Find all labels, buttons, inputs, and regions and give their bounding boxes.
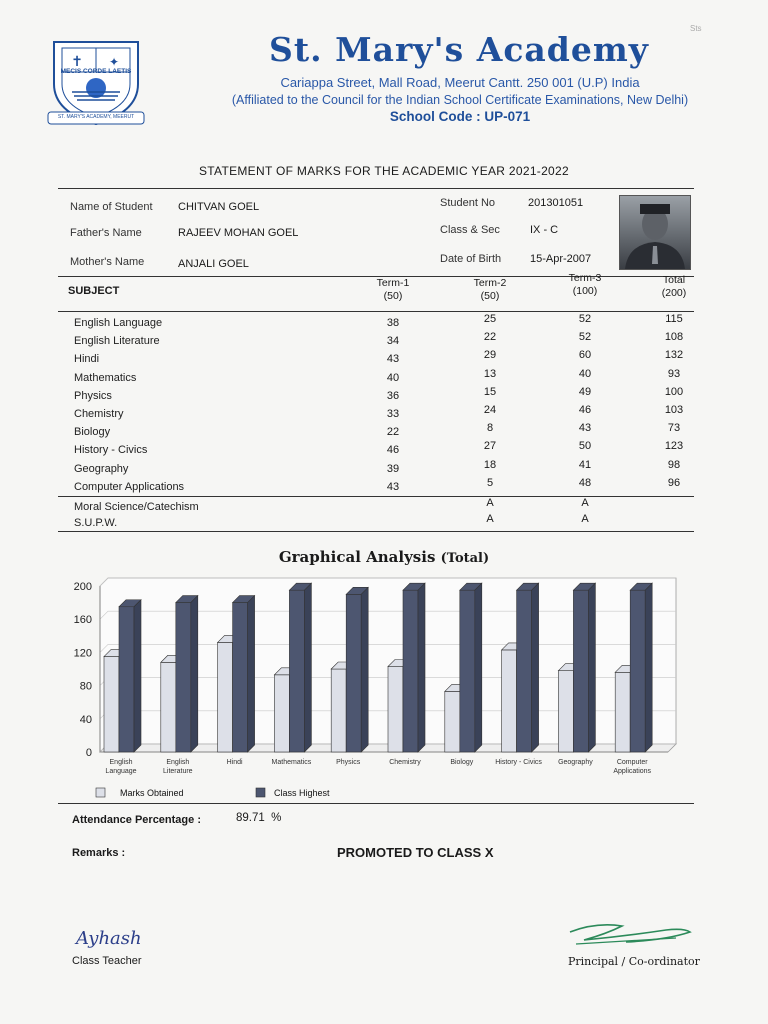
principal-signature xyxy=(566,918,696,950)
bar-class-highest-side xyxy=(588,583,595,752)
class-teacher-signature: Ayhash xyxy=(76,928,142,949)
logo-caption: ST. MARY'S ACADEMY, MEERUT xyxy=(57,114,135,120)
mark-total: 100 xyxy=(664,385,684,398)
bar-chart xyxy=(52,572,694,808)
grade-t3: A xyxy=(581,497,589,509)
principal-label: Principal / Co-ordinator xyxy=(568,955,700,968)
y-tick-label: 40 xyxy=(79,713,92,726)
legend-swatch-class-highest xyxy=(256,788,265,797)
total-header xyxy=(644,274,704,300)
mark-t3: 49 xyxy=(578,385,592,398)
term2-label: Term-2 xyxy=(473,277,507,289)
subject-name: Hindi xyxy=(74,353,100,366)
mark-t2: 29 xyxy=(483,349,497,362)
bar-marks-obtained xyxy=(615,672,630,752)
bar-marks-obtained xyxy=(502,650,517,752)
bar-class-highest xyxy=(573,590,588,752)
class-teacher-label: Class Teacher xyxy=(72,955,142,967)
bar-class-highest-side xyxy=(361,587,368,752)
term1-max: (50) xyxy=(383,290,403,302)
mark-t1: 43 xyxy=(386,353,400,366)
mark-total: 115 xyxy=(665,313,683,325)
x-tick-label: Physics xyxy=(336,759,361,766)
x-tick-label: Chemistry xyxy=(389,759,421,766)
corner-mark: Sts xyxy=(690,24,702,33)
mark-total: 132 xyxy=(664,349,684,362)
graph-title-text: Graphical Analysis xyxy=(278,548,436,566)
y-tick-label: 80 xyxy=(79,680,92,693)
bar-class-highest-side xyxy=(304,583,311,752)
mark-t2: 13 xyxy=(483,367,497,380)
bar-marks-obtained xyxy=(558,671,573,752)
mother-name-label: Mother's Name xyxy=(70,256,145,268)
graph-title xyxy=(0,548,768,566)
x-tick-label: History - Civics xyxy=(495,759,542,766)
subject-name: Moral Science/Catechism xyxy=(74,501,199,513)
date-of-birth: 15-Apr-2007 xyxy=(530,253,592,265)
student-no: 201301051 xyxy=(528,197,584,209)
attendance-value xyxy=(236,812,281,824)
bar-class-highest xyxy=(460,590,475,752)
bar-marks-obtained xyxy=(274,675,289,752)
mark-t3: 46 xyxy=(578,404,592,416)
subject-name: History - Civics xyxy=(74,444,148,457)
bar-class-highest-side xyxy=(418,583,425,752)
bar-marks-obtained xyxy=(104,657,119,752)
bar-class-highest-side xyxy=(191,596,198,752)
bar-class-highest xyxy=(289,590,304,752)
divider xyxy=(58,311,694,312)
term3-label: Term-3 xyxy=(568,272,602,284)
divider xyxy=(58,531,694,532)
x-tick-label: Mathematics xyxy=(271,759,312,766)
mark-total: 123 xyxy=(664,440,684,453)
subject-name: English Literature xyxy=(74,335,160,348)
subject-name: Geography xyxy=(74,462,129,475)
class-label: Class & Sec xyxy=(440,224,500,236)
x-tick-label: Literature xyxy=(163,768,193,775)
subject-name: Physics xyxy=(74,389,112,402)
mark-t1: 22 xyxy=(386,426,400,439)
student-no-label: Student No xyxy=(440,197,496,209)
bar-marks-obtained xyxy=(388,667,403,752)
bar-class-highest xyxy=(517,590,532,752)
class-section: IX - C xyxy=(530,224,559,236)
remarks-label: Remarks : xyxy=(72,847,126,859)
mark-t2: 5 xyxy=(486,476,494,489)
mark-t3: 43 xyxy=(578,422,592,435)
y-tick-label: 200 xyxy=(73,581,92,593)
father-name-label: Father's Name xyxy=(70,227,142,239)
x-tick-label: Biology xyxy=(450,759,474,766)
attendance-percent: 89.71 xyxy=(236,812,265,824)
mark-t1: 40 xyxy=(386,371,400,384)
x-tick-label: Hindi xyxy=(226,759,243,766)
mark-t2: 18 xyxy=(483,458,497,471)
legend-swatch-marks-obtained xyxy=(96,788,105,797)
grade-t2: A xyxy=(486,513,494,525)
mark-t3: 60 xyxy=(578,349,592,362)
mark-total: 96 xyxy=(667,476,681,489)
bar-class-highest-side xyxy=(248,596,255,752)
mark-total: 98 xyxy=(667,458,681,471)
mark-total: 73 xyxy=(667,422,681,435)
mark-t1: 43 xyxy=(386,480,400,493)
mark-t1: 34 xyxy=(386,335,400,348)
svg-text:✦: ✦ xyxy=(108,55,120,69)
subject-header: SUBJECT xyxy=(68,285,120,297)
mark-t3: 40 xyxy=(578,367,592,380)
mark-t1: 38 xyxy=(386,317,400,329)
bar-marks-obtained xyxy=(161,662,176,752)
mark-total: 93 xyxy=(667,367,681,380)
bar-class-highest-side xyxy=(134,600,141,752)
mark-t2: 27 xyxy=(483,440,497,453)
table-row xyxy=(0,476,768,497)
bar-class-highest xyxy=(233,603,248,752)
term2-max: (50) xyxy=(480,290,500,302)
bar-class-highest-side xyxy=(475,583,482,752)
term3-header xyxy=(555,272,615,298)
mark-t2: 22 xyxy=(483,331,497,344)
father-name: RAJEEV MOHAN GOEL xyxy=(178,227,299,239)
bar-class-highest xyxy=(403,590,418,752)
logo-motto: MECIS CORDE LAETIS xyxy=(60,68,132,75)
term1-header xyxy=(363,277,423,303)
subject-name: Computer Applications xyxy=(74,480,185,493)
grade-t2: A xyxy=(486,497,494,509)
bar-class-highest xyxy=(630,590,645,752)
mark-t1: 36 xyxy=(386,389,400,402)
subject-name: English Language xyxy=(74,317,163,329)
x-tick-label: English xyxy=(109,759,133,766)
mark-t2: 24 xyxy=(483,404,497,416)
x-tick-label: Computer xyxy=(616,759,648,766)
student-photo xyxy=(619,195,691,270)
mark-total: 103 xyxy=(664,404,684,416)
mark-t3: 52 xyxy=(578,331,592,344)
school-affiliation: (Affiliated to the Council for the Indian School Certificate Examinations, New Delhi) xyxy=(231,93,689,107)
y-tick-label: 120 xyxy=(73,647,92,660)
x-tick-label: Language xyxy=(105,768,137,775)
subject-name: S.U.P.W. xyxy=(74,517,118,529)
subject-name: Chemistry xyxy=(74,408,124,420)
mark-t3: 50 xyxy=(578,440,592,453)
school-name: St. Mary's Academy xyxy=(269,30,649,69)
dob-label: Date of Birth xyxy=(440,253,502,265)
legend-label-class-highest: Class Highest xyxy=(274,788,330,798)
mark-total: 108 xyxy=(664,331,684,344)
graph-subtitle: (Total) xyxy=(440,551,490,566)
divider xyxy=(58,803,694,804)
mark-t3: 41 xyxy=(578,458,592,471)
statement-title: STATEMENT OF MARKS FOR THE ACADEMIC YEAR 2021-2022 xyxy=(199,164,569,178)
subject-name: Mathematics xyxy=(74,371,137,384)
remarks-value: PROMOTED TO CLASS X xyxy=(337,845,494,860)
bar-marks-obtained xyxy=(445,691,460,752)
x-tick-label: Geography xyxy=(558,759,593,766)
y-tick-label: 160 xyxy=(73,614,92,627)
x-tick-label: Applications xyxy=(613,768,652,775)
mark-t2: 25 xyxy=(483,313,497,325)
svg-text:✝: ✝ xyxy=(71,54,83,70)
divider xyxy=(58,188,694,189)
student-name: CHITVAN GOEL xyxy=(178,201,260,213)
subject-name: Biology xyxy=(74,426,111,439)
school-address: Cariappa Street, Mall Road, Meerut Cantt. 250 001 (U.P) India xyxy=(280,75,640,90)
bar-marks-obtained xyxy=(218,642,233,752)
legend-label-marks-obtained: Marks Obtained xyxy=(120,788,184,798)
term2-header xyxy=(460,277,520,303)
bar-class-highest-side xyxy=(645,583,652,752)
grade-t3: A xyxy=(581,513,589,525)
school-code: School Code : UP-071 xyxy=(389,109,531,124)
mark-t3: 48 xyxy=(578,476,592,489)
total-max: (200) xyxy=(661,287,687,299)
bar-class-highest xyxy=(346,594,361,752)
total-label: Total xyxy=(662,274,686,286)
mark-t2: 8 xyxy=(486,422,494,435)
mark-t1: 46 xyxy=(386,444,400,457)
bar-class-highest xyxy=(119,607,134,752)
attendance-unit: % xyxy=(271,812,282,824)
student-name-label: Name of Student xyxy=(70,201,153,213)
mark-t1: 33 xyxy=(386,408,400,420)
term1-label: Term-1 xyxy=(376,277,410,289)
bar-marks-obtained xyxy=(331,669,346,752)
mother-name: ANJALI GOEL xyxy=(178,258,249,270)
grade-row xyxy=(0,497,768,517)
term3-max: (100) xyxy=(572,285,598,297)
bar-class-highest-side xyxy=(532,583,539,752)
bar-class-highest xyxy=(176,603,191,752)
mark-t2: 15 xyxy=(483,385,497,398)
mark-t1: 39 xyxy=(386,462,400,475)
attendance-label: Attendance Percentage : xyxy=(72,814,201,826)
y-tick-label: 0 xyxy=(85,747,92,759)
x-tick-label: English xyxy=(166,759,190,766)
mark-t3: 52 xyxy=(578,313,592,325)
